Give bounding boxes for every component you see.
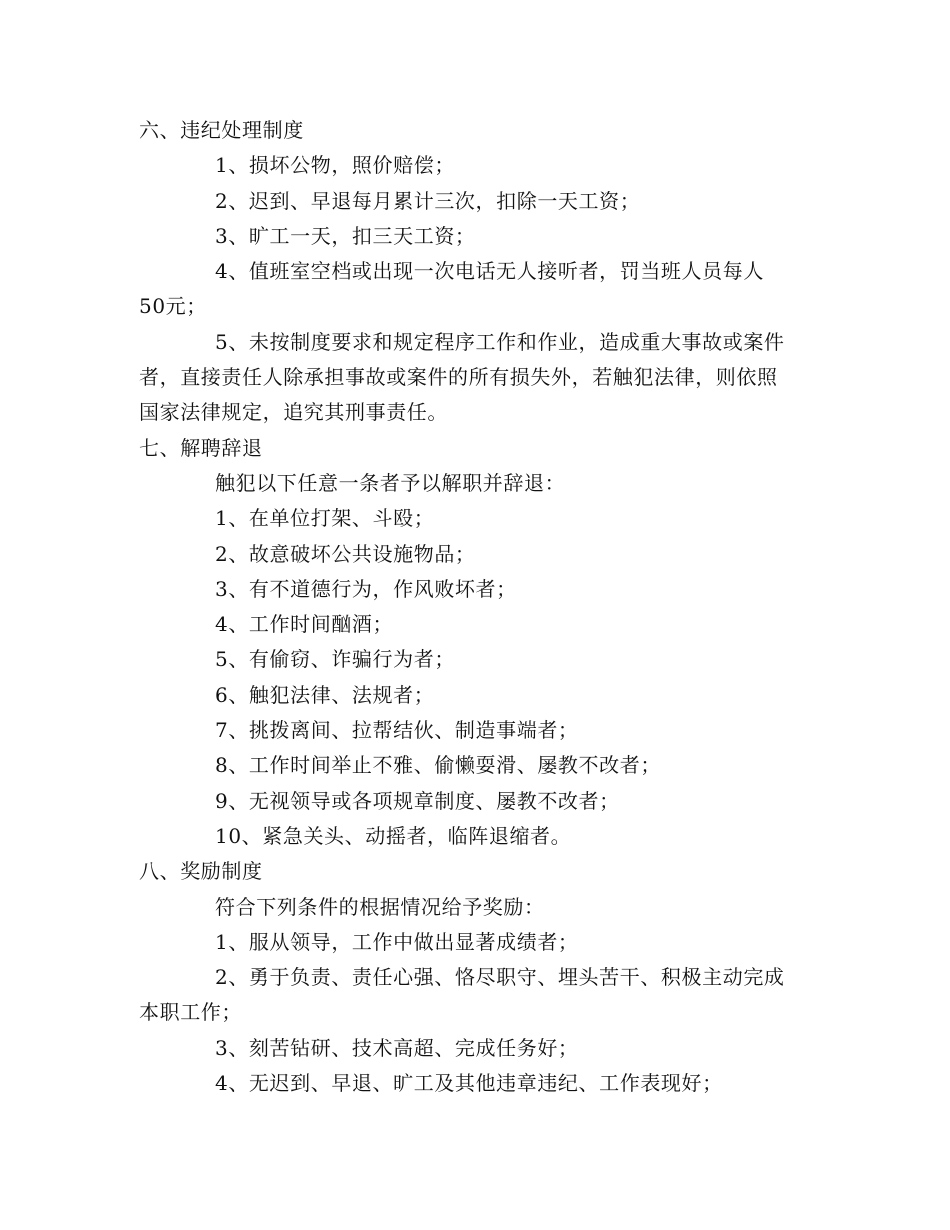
rule-item: 6、触犯法律、法规者； [215, 682, 435, 707]
rule-item: 4、无迟到、早退、旷工及其他违章违纪、工作表现好； [215, 1071, 723, 1096]
rule-item: 2、迟到、早退每月累计三次，扣除一天工资； [215, 188, 641, 213]
rule-item: 2、故意破坏公共设施物品； [215, 541, 476, 566]
document-body [139, 113, 813, 1101]
rule-item: 4、值班室空档或出现一次电话无人接听者，罚当班人员每人 [215, 259, 764, 284]
rule-item: 3、旷工一天，扣三天工资； [215, 223, 476, 248]
rule-item: 1、损坏公物，照价赔偿； [215, 153, 455, 178]
rule-item: 4、工作时间酗酒； [215, 612, 394, 637]
rule-item: 3、有不道德行为，作风败坏者； [215, 576, 517, 601]
rule-item-continuation: 国家法律规定，追究其刑事责任。 [139, 400, 448, 425]
section-heading: 八、奖励制度 [139, 859, 263, 884]
section-intro: 符合下列条件的根据情况给予奖励： [215, 894, 545, 919]
section-intro: 触犯以下任意一条者予以解职并辞退： [215, 470, 566, 495]
rule-item: 8、工作时间举止不雅、偷懒耍滑、屡教不改者； [215, 753, 661, 778]
rule-item-continuation: 50元； [139, 294, 207, 319]
rule-item: 9、无视领导或各项规章制度、屡教不改者； [215, 788, 620, 813]
rule-item-continuation: 者，直接责任人除承担事故或案件的所有损失外，若触犯法律，则依照 [139, 365, 778, 390]
rule-item: 7、挑拨离间、拉帮结伙、制造事端者； [215, 718, 579, 743]
rule-item-continuation: 本职工作； [139, 1000, 242, 1025]
section-heading: 七、解聘辞退 [139, 435, 263, 460]
rule-item: 2、勇于负责、责任心强、恪尽职守、埋头苦干、积极主动完成 [215, 965, 785, 990]
section-heading: 六、违纪处理制度 [139, 118, 304, 142]
rule-item: 1、服从领导，工作中做出显著成绩者； [215, 929, 579, 954]
rule-item: 1、在单位打架、斗殴； [215, 506, 435, 531]
rule-item: 3、刻苦钻研、技术高超、完成任务好； [215, 1035, 579, 1060]
rule-item: 10、紧急关头、动摇者，临阵退缩者。 [215, 823, 572, 848]
rule-item: 5、有偷窃、诈骗行为者； [215, 647, 455, 672]
rule-item: 5、未按制度要求和规定程序工作和作业，造成重大事故或案件 [215, 329, 785, 354]
